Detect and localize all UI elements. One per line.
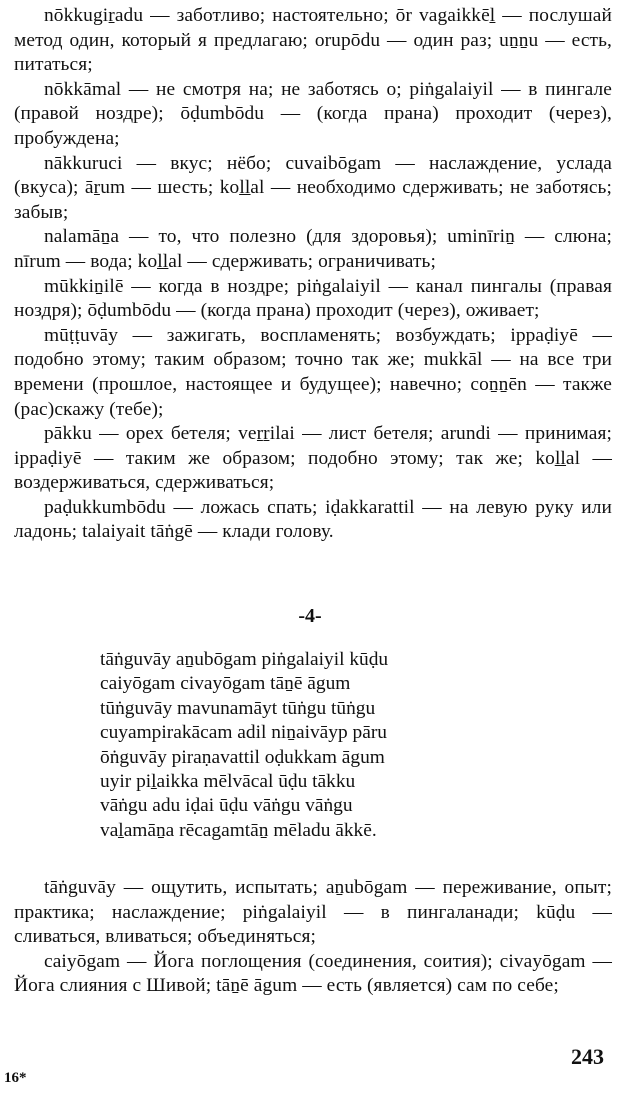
page-number: 243 <box>571 1044 604 1069</box>
glossary-entry: pākku — орех бетеля; veṟṟilai — лист бетеля; arundi — принимая; ippaḍiyē — таким же образом; подобно этому; так же; koḻḻal — воздерживаться, сдерживаться; <box>14 423 612 494</box>
glossary-entry: nalamāṉa — то, что полезно (для здоровья); uminīriṉ — слюна; nīrum — вода; koḻḻal — сдерживать; ограничивать; <box>14 226 612 272</box>
verse-line: caiyōgam civayōgam tāṉē āgum <box>100 673 351 695</box>
verse-line: uyir piḻaikka mēlvācal ūḍu tākku <box>100 771 356 793</box>
verse-line: ōṅguvāy piraṇavattil oḍukkam āgum <box>100 746 385 768</box>
glossary-entry: caiyōgam — Йога поглощения (соединения, соития); civayōgam — Йога слияния с Шивой; tāṉē āgum — есть (является) сам по себе; <box>14 950 612 997</box>
glossary-entry: nōkkugiṟadu — заботливо; настоятельно; ōr vagaikkēḻ — послушай метод один, который я предлагаю; orupōdu — один раз; uṉṉu — есть, питаться; <box>14 5 612 76</box>
verse-line: vāṅgu adu iḍai ūḍu vāṅgu vāṅgu <box>100 795 353 817</box>
verse-block <box>100 648 580 843</box>
verse-line: vaḻamāṉa rēcagamtāṉ mēladu ākkē. <box>100 819 377 841</box>
glossary-entry: mūṭṭuvāy — зажигать, воспламенять; возбуждать; ippaḍiyē — подобно этому; таким образом; точно так же; mukkāl — на все три времени (прошлое, настоящее и будущее); навечно; coṉṉēn — также (рас)скажу (тебе); <box>14 324 612 420</box>
glossary-entry: tāṅguvāy — ощутить, испытать; aṉubōgam — переживание, опыт; практика; наслаждение; piṅgalaiyil — в пингаланади; kūḍu — сливаться, вливаться; объединяться; <box>14 877 612 948</box>
section-title: -4- <box>298 605 322 627</box>
glossary-top <box>14 4 612 545</box>
verse-line: tāṅguvāy aṉubōgam piṅgalaiyil kūḍu <box>100 649 389 670</box>
glossary-entry: nōkkāmal — не смотря на; не заботясь о; piṅgalaiyil — в пингале (правой ноздре); ōḍumbōdu — (когда прана) проходит (через), пробуждена; <box>14 78 612 149</box>
verse-line: tūṅguvāy mavunamāyt tūṅgu tūṅgu <box>100 697 376 719</box>
verse-line: cuyampirakācam adil niṉaivāyp pāru <box>100 722 387 744</box>
glossary-entry: nākkuruci — вкус; нёбо; cuvaibōgam — наслаждение, услада (вкуса); āṟum — шесть; koḻḻal — необходимо сдерживать; не заботясь; забыв; <box>14 152 612 223</box>
glossary-entry: paḍukkumbōdu — ложась спать; iḍakkarattil — на левую руку или ладонь; talaiyait tāṅgē — клади голову. <box>14 496 612 543</box>
signature-mark: 16* <box>4 1070 27 1086</box>
glossary-bottom <box>14 876 612 999</box>
glossary-entry: mūkkiṉilē — когда в ноздре; piṅgalaiyil — канал пингалы (правая ноздря); ōḍumbōdu — (когда прана) проходит (через), оживает; <box>14 275 612 322</box>
